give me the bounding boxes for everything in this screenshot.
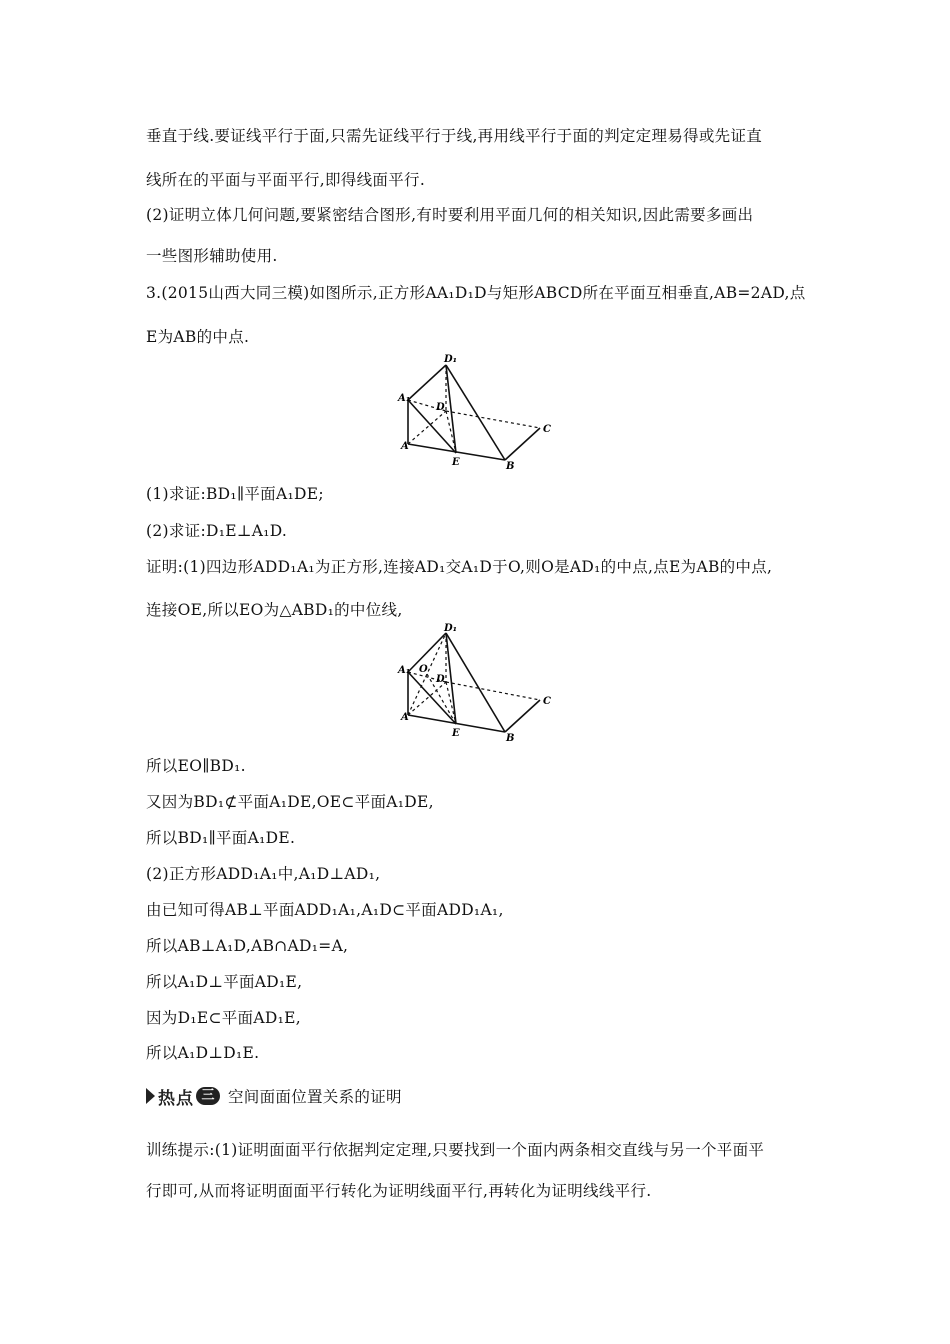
question-1: (1)求证:BD₁∥平面A₁DE; — [146, 485, 324, 503]
text-line: E为AB的中点. — [146, 328, 250, 346]
proof-line: 所以AB⊥A₁D,AB∩AD₁=A, — [146, 937, 349, 955]
label-d: D — [436, 674, 445, 685]
proof-line: 所以A₁D⊥D₁E. — [146, 1044, 260, 1062]
proof-line: 由已知可得AB⊥平面ADD₁A₁,A₁D⊂平面ADD₁A₁, — [146, 901, 504, 919]
proof-line: 又因为BD₁⊄平面A₁DE,OE⊂平面A₁DE, — [146, 793, 434, 811]
proof-line: 所以BD₁∥平面A₁DE. — [146, 829, 296, 847]
label-e: E — [452, 728, 460, 739]
proof-line: 所以A₁D⊥平面AD₁E, — [146, 973, 303, 991]
label-a: A — [401, 712, 409, 723]
section-banner — [146, 1085, 402, 1107]
proof-line: 因为D₁E⊂平面AD₁E, — [146, 1009, 301, 1027]
question-2: (2)求证:D₁E⊥A₁D. — [146, 522, 288, 540]
label-a1: A₁ — [398, 665, 411, 676]
section-title: 空间面面位置关系的证明 — [228, 1088, 402, 1106]
proof-line: 连接OE,所以EO为△ABD₁的中位线, — [146, 601, 403, 619]
hint-line: 行即可,从而将证明面面平行转化为证明线面平行,再转化为证明线线平行. — [146, 1182, 652, 1200]
banner-label: 热点 — [158, 1088, 194, 1109]
proof-line: (2)正方形ADD₁A₁中,A₁D⊥AD₁, — [146, 865, 381, 883]
proof-line: 所以EO∥BD₁. — [146, 757, 246, 775]
label-o: O — [419, 664, 428, 675]
hint-line: 训练提示:(1)证明面面平行依据判定定理,只要找到一个面内两条相交直线与另一个平面平 — [146, 1141, 765, 1159]
play-icon — [146, 1088, 155, 1104]
label-c: C — [543, 696, 551, 707]
label-c: C — [543, 424, 551, 435]
problem-statement: 3.(2015山西大同三模)如图所示,正方形AA₁D₁D与矩形ABCD所在平面互相垂直,AB=2AD,点 — [146, 284, 806, 302]
geometry-figure-2 — [390, 622, 560, 744]
label-e: E — [452, 457, 460, 468]
text-line: 线所在的平面与平面平行,即得线面平行. — [146, 171, 426, 189]
label-a1: A₁ — [398, 393, 411, 404]
geometry-figure-1 — [390, 352, 560, 472]
label-d1: D₁ — [444, 354, 458, 365]
label-d: D — [436, 402, 445, 413]
proof-line: 证明:(1)四边形ADD₁A₁为正方形,连接AD₁交A₁D于O,则O是AD₁的中点,点E为AB的中点, — [146, 558, 773, 576]
label-a: A — [401, 441, 409, 452]
text-line: (2)证明立体几何问题,要紧密结合图形,有时要利用平面几何的相关知识,因此需要多画出 — [146, 206, 754, 224]
text-line: 一些图形辅助使用. — [146, 247, 278, 265]
label-d1: D₁ — [444, 623, 458, 634]
label-b: B — [506, 733, 515, 744]
label-b: B — [506, 461, 515, 472]
banner-number: 三 — [196, 1087, 220, 1105]
text-line: 垂直于线.要证线平行于面,只需先证线平行于线,再用线平行于面的判定定理易得或先证直 — [146, 127, 763, 145]
